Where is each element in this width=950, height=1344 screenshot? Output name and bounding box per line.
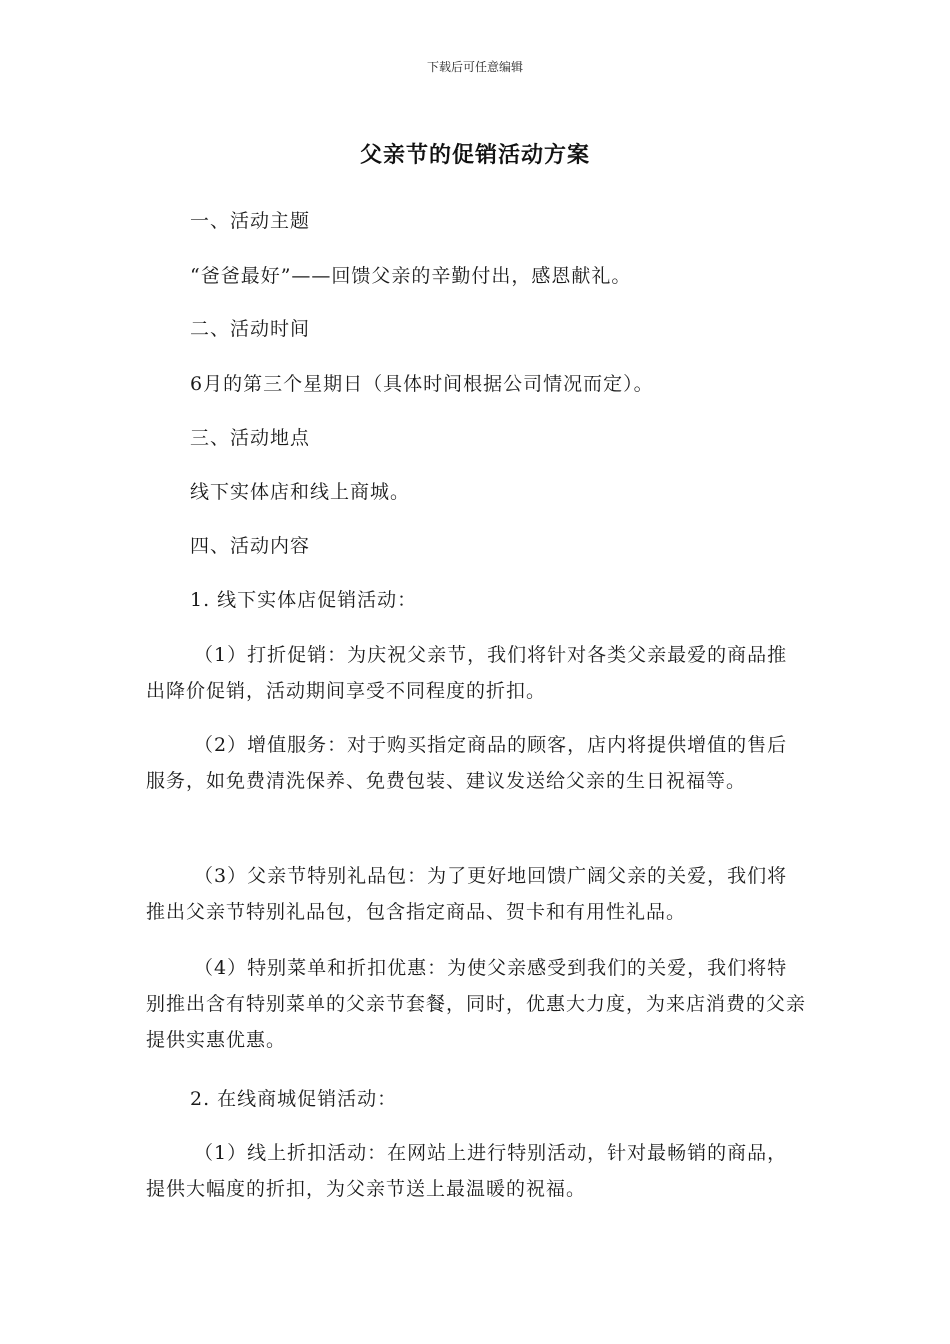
header-note: 下载后可任意编辑 — [426, 60, 523, 74]
online-item-1: （1）线上折扣活动：在网站上进行特别活动，针对最畅销的商品，提供大幅度的折扣，为父亲节送上最温暖的祝福。 — [146, 1142, 788, 1200]
section-heading-content: 四、活动内容 — [190, 535, 311, 557]
section-heading-time: 二、活动时间 — [190, 318, 311, 340]
section-heading-place: 三、活动地点 — [190, 427, 311, 449]
offline-heading: 1. 线下实体店促销活动： — [190, 589, 418, 611]
offline-item-1: （1）打折促销：为庆祝父亲节，我们将针对各类父亲最爱的商品推出降价促销，活动期间享受不同程度的折扣。 — [146, 644, 788, 702]
time-text: 6月的第三个星期日（具体时间根据公司情况而定）。 — [190, 373, 654, 395]
offline-item-3: （3）父亲节特别礼品包：为了更好地回馈广阔父亲的关爱，我们将推出父亲节特别礼品包，包含指定商品、贺卡和有用性礼品。 — [146, 865, 788, 923]
place-text: 线下实体店和线上商城。 — [190, 481, 411, 503]
theme-text: “爸爸最好”——回馈父亲的辛勤付出，感恩献礼。 — [190, 265, 632, 287]
offline-item-4: （4）特别菜单和折扣优惠：为使父亲感受到我们的关爱，我们将特别推出含有特别菜单的父亲节套餐，同时，优惠大力度，为来店消费的父亲提供实惠优惠。 — [146, 957, 807, 1051]
online-heading: 2. 在线商城促销活动： — [190, 1088, 398, 1110]
document-title: 父亲节的促销活动方案 — [359, 143, 590, 168]
offline-item-2: （2）增值服务：对于购买指定商品的顾客，店内将提供增值的售后服务，如免费清洗保养、免费包装、建议发送给父亲的生日祝福等。 — [146, 734, 788, 792]
section-heading-theme: 一、活动主题 — [190, 210, 311, 232]
